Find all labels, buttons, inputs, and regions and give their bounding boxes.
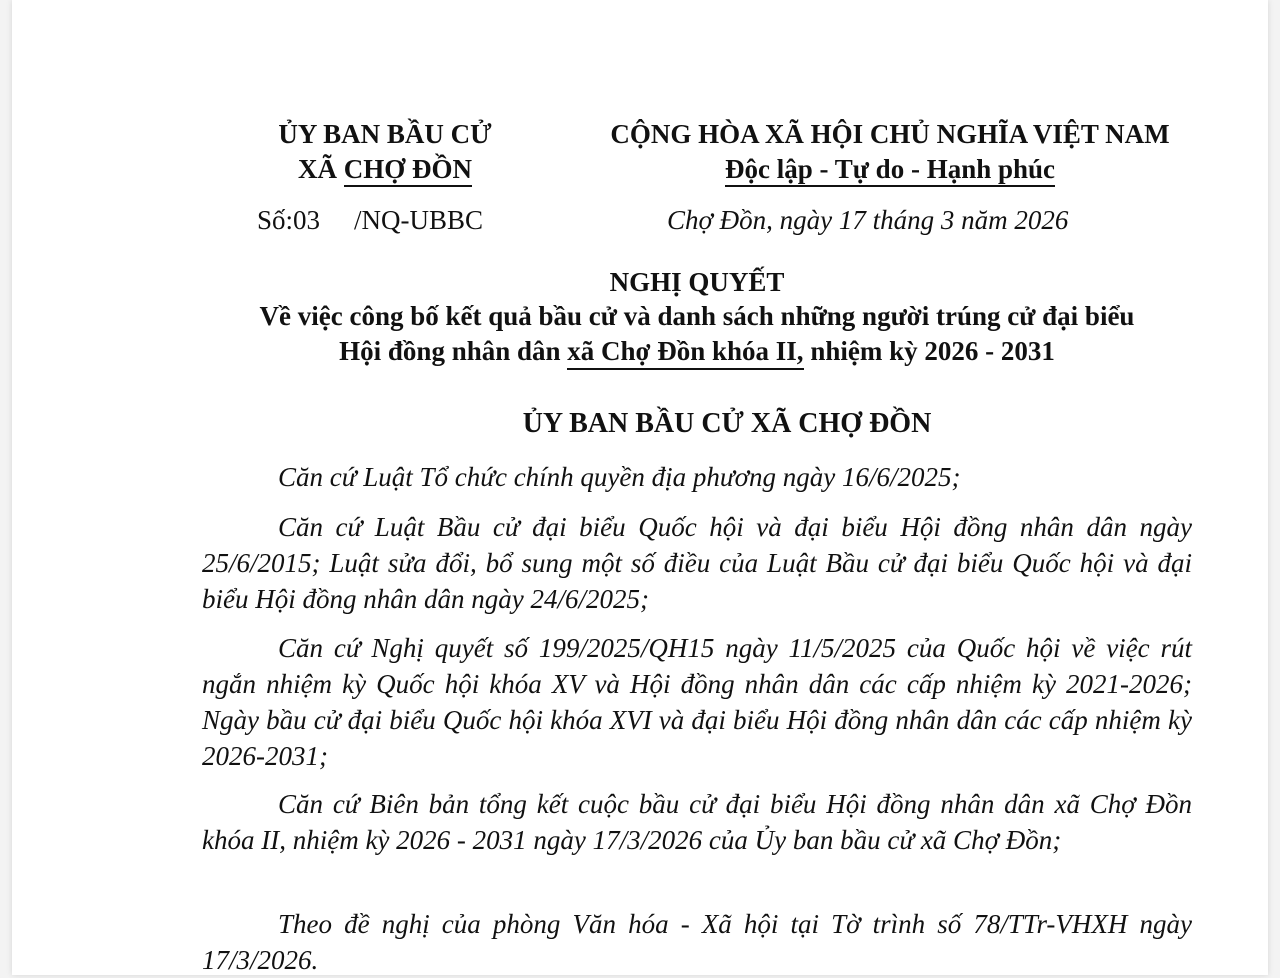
legal-basis-paragraph: [202, 459, 1192, 495]
issuing-body-line2: [240, 152, 530, 187]
proposal-paragraph: [202, 906, 1192, 978]
number-label: Số:: [257, 205, 294, 235]
place-date: Chợ Đồn, ngày 17 tháng 3 năm 2026: [667, 205, 1069, 235]
number-suffix: /NQ-UBBC: [354, 205, 484, 235]
subject-line2-suffix: nhiệm kỳ 2026 - 2031: [803, 336, 1055, 366]
legal-basis-text: Căn cứ Nghị quyết số 199/2025/QH15 ngày 11/5/2025 của Quốc hội về việc rút ngắn nhiệm kỳ Quốc hội khóa XV và Hội đồng nhân dân các cấp nhiệm kỳ 2021-2026; Ngày bầu cử đại biểu Quốc hội khóa XVI và đại biểu Hội đồng nhân dân các cấp nhiệm kỳ 2026-2031;: [202, 633, 1192, 771]
document-subject-line2: [202, 334, 1192, 370]
issuing-body-line1: ỦY BAN BẦU CỬ: [278, 119, 492, 149]
legal-basis-paragraph: [202, 786, 1192, 858]
document-page: [12, 0, 1268, 975]
legal-basis-text: Căn cứ Luật Bầu cử đại biểu Quốc hội và đại biểu Hội đồng nhân dân ngày 25/6/2015; Luật sửa đổi, bổ sung một số điều của Luật Bầu cử đại biểu Quốc hội và đại biểu Hội đồng nhân dân ngày 24/6/2025;: [202, 512, 1192, 614]
national-name: CỘNG HÒA XÃ HỘI CHỦ NGHĨA VIỆT NAM: [610, 119, 1170, 149]
document-subject-line1: Về việc công bố kết quả bầu cử và danh sách những người trúng cử đại biểu: [259, 301, 1135, 331]
legal-basis-paragraph: [202, 509, 1192, 617]
legal-basis-text: Căn cứ Biên bản tổng kết cuộc bầu cử đại biểu Hội đồng nhân dân xã Chợ Đồn khóa II, nhiệm kỳ 2026 - 2031 ngày 17/3/2026 của Ủy ban bầu cử xã Chợ Đồn;: [202, 789, 1192, 855]
issuing-body-header: [240, 117, 530, 187]
legal-basis-paragraph: [202, 630, 1192, 774]
national-motto-header: [590, 117, 1190, 187]
issuing-body-prefix: XÃ: [298, 154, 344, 184]
proposal-text: Theo đề nghị của phòng Văn hóa - Xã hội tại Tờ trình số 78/TTr-VHXH ngày 17/3/2026.: [202, 909, 1192, 975]
document-number: [257, 205, 483, 236]
national-motto-text: Độc lập - Tự do - Hạnh phúc: [725, 154, 1055, 187]
national-motto: [590, 152, 1190, 187]
issuing-authority-title: ỦY BAN BẦU CỬ XÃ CHỢ ĐỒN: [522, 408, 932, 439]
issuing-body-name: CHỢ ĐỒN: [344, 154, 472, 187]
legal-basis-text: Căn cứ Luật Tổ chức chính quyền địa phương ngày 16/6/2025;: [278, 462, 961, 492]
subject-line2-prefix: Hội đồng nhân dân: [339, 336, 568, 366]
document-type-heading: NGHỊ QUYẾT: [609, 267, 785, 297]
subject-line2-underlined: xã Chợ Đồn khóa II,: [567, 335, 803, 370]
number-value: 03: [293, 205, 321, 235]
